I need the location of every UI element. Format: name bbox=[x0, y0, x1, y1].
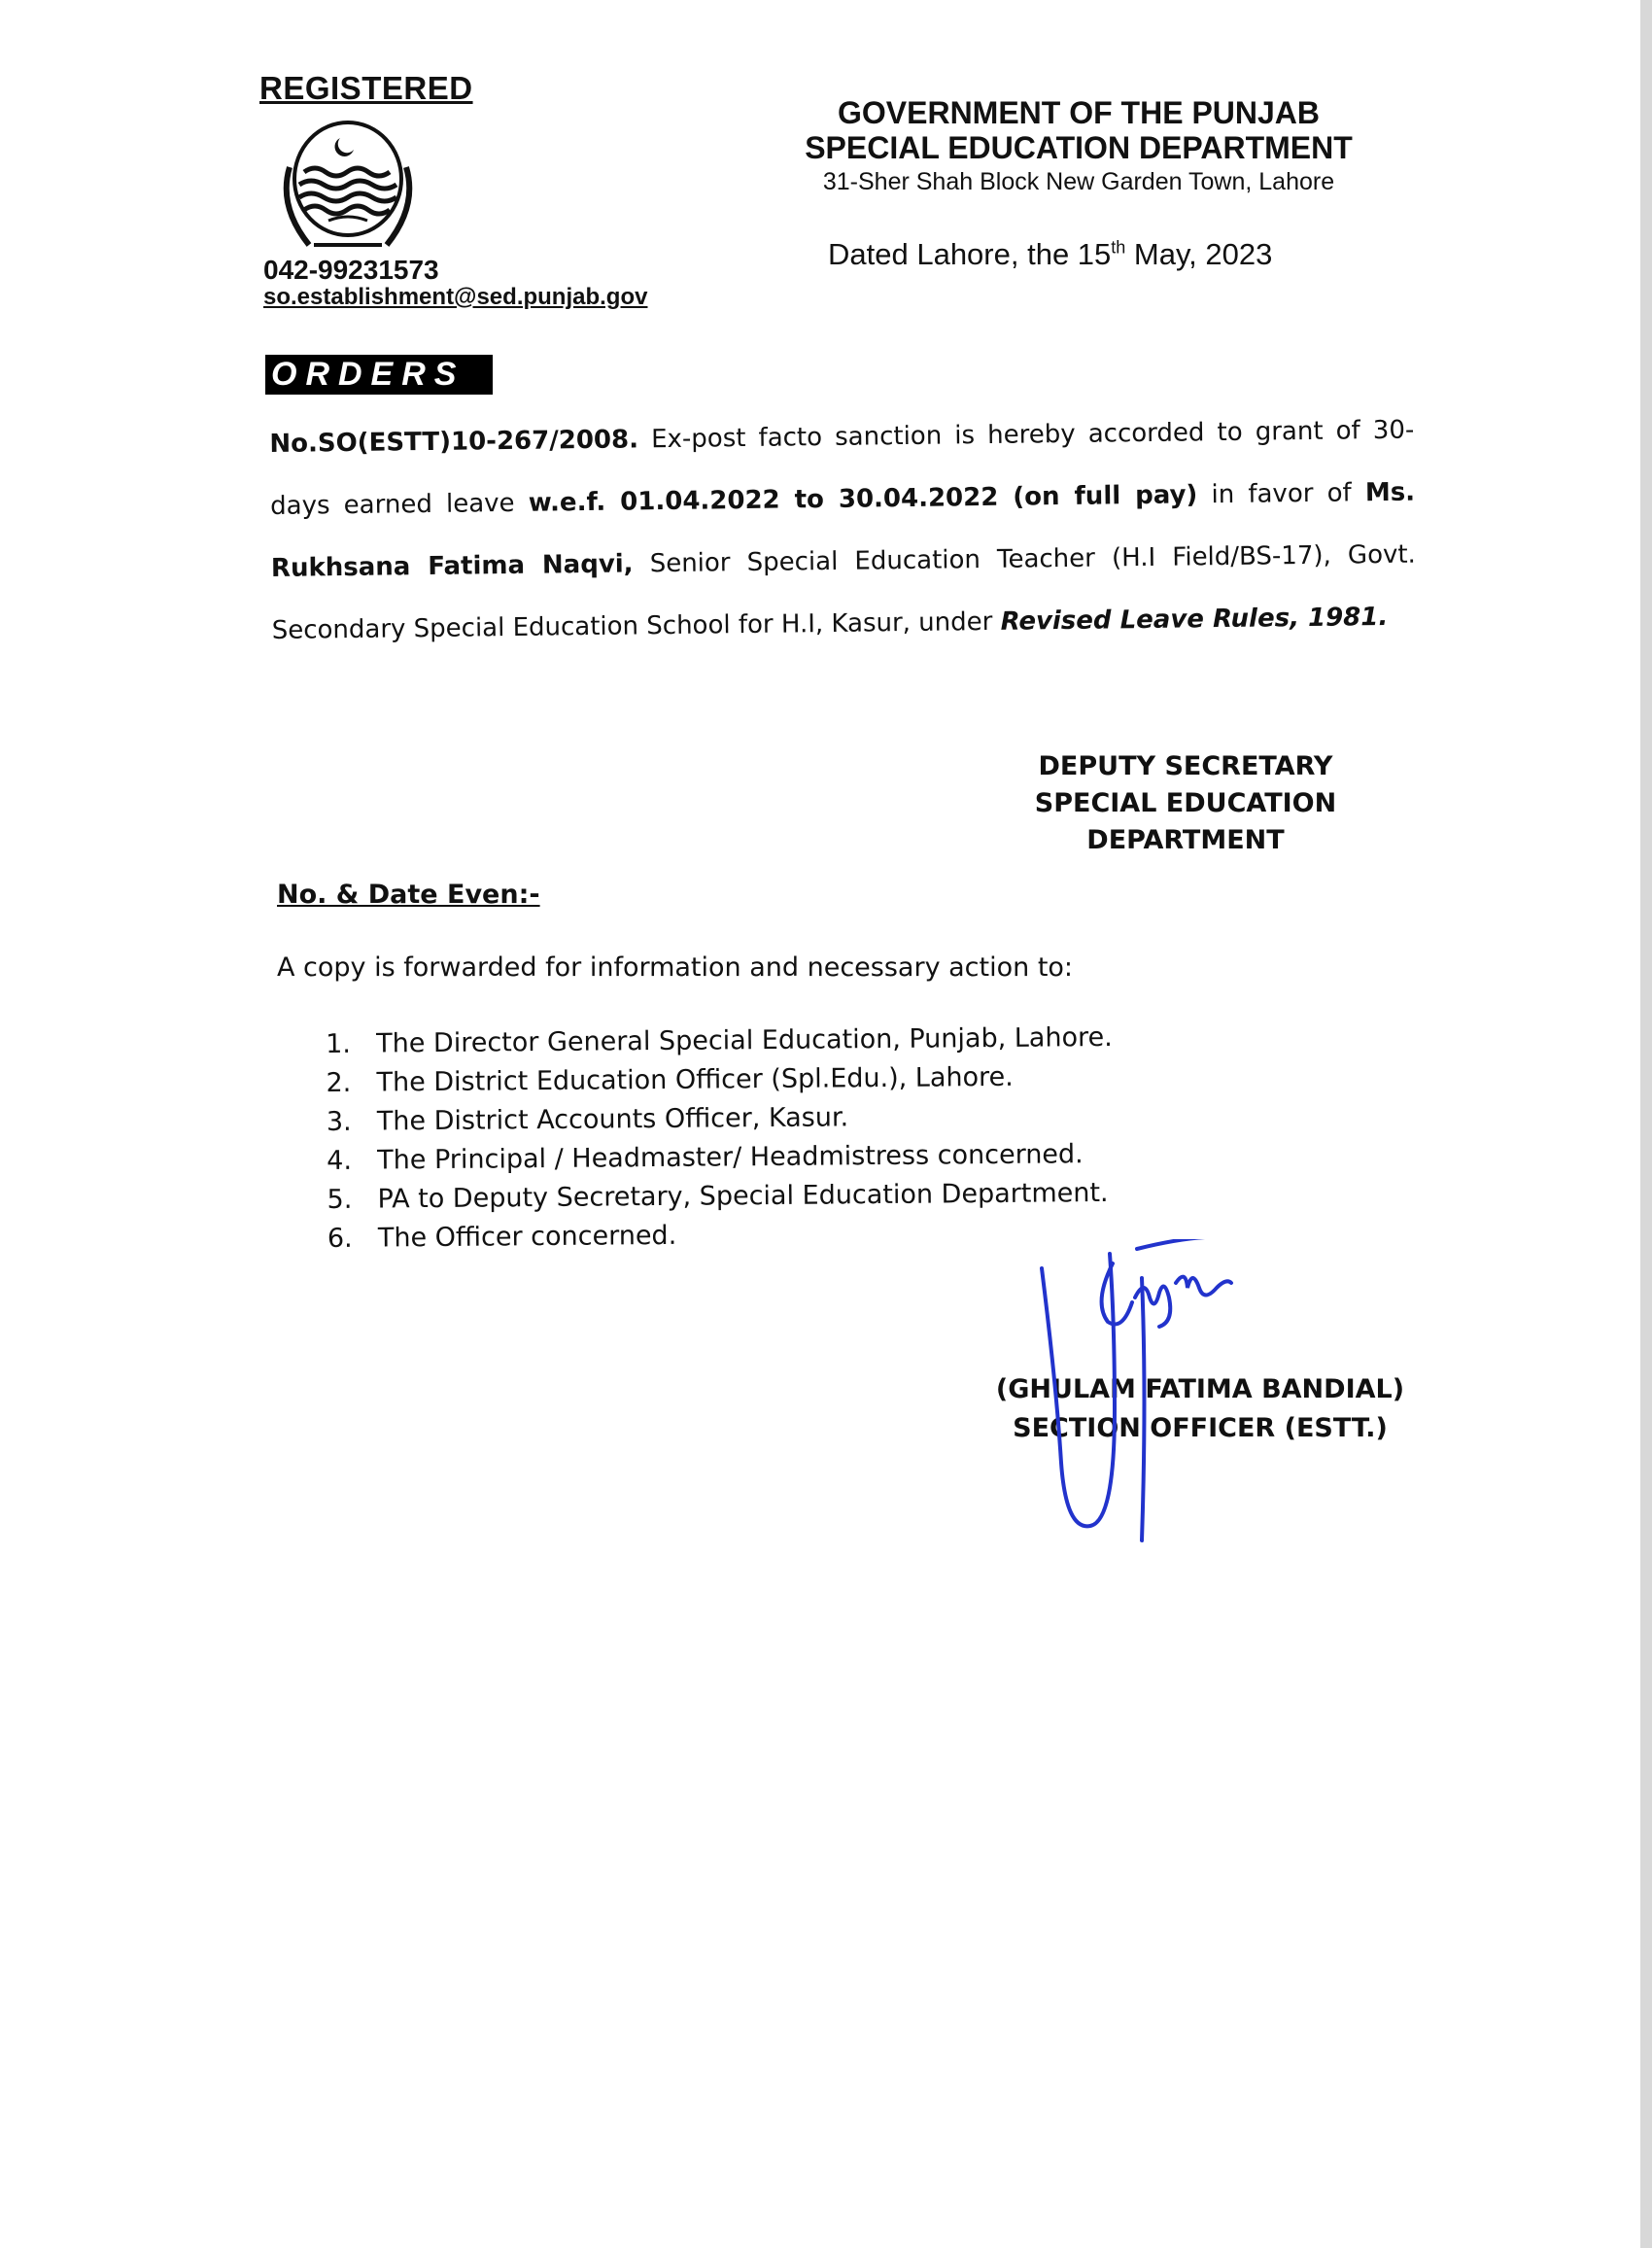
list-item bbox=[327, 1213, 1115, 1259]
item-text: PA to Deputy Secretary, Special Education Department. bbox=[377, 1177, 1109, 1215]
department-address: 31-Sher Shah Block New Garden Town, Lahore bbox=[822, 168, 1335, 195]
list-item bbox=[327, 1174, 1114, 1220]
phone-number: 042-99231573 bbox=[263, 255, 439, 285]
item-number: 4. bbox=[327, 1145, 353, 1176]
item-text: The Director General Special Education, Punjab, Lahore. bbox=[376, 1021, 1113, 1059]
order-text-3: Senior Special Education Teacher (H.I Field/BS-17), Govt. Secondary Special Education School for H.I, Kasur, under bbox=[271, 539, 1417, 645]
item-number: 5. bbox=[327, 1184, 353, 1215]
registered-label: REGISTERED bbox=[259, 70, 473, 106]
no-date-even-heading: No. & Date Even:- bbox=[277, 880, 540, 910]
deputy-secretary-block bbox=[1001, 748, 1370, 859]
item-number: 3. bbox=[326, 1106, 352, 1137]
date-suffix-sup: th bbox=[1111, 237, 1126, 258]
order-text-2: in favor of bbox=[1197, 478, 1366, 510]
copy-forward-intro: A copy is forwarded for information and necessary action to: bbox=[277, 952, 1074, 983]
department-title: SPECIAL EDUCATION DEPARTMENT bbox=[805, 130, 1353, 165]
officer-name: (GHULAM FATIMA BANDIAL) bbox=[995, 1374, 1405, 1404]
list-item bbox=[327, 1096, 1114, 1142]
punjab-emblem-icon bbox=[270, 119, 426, 259]
item-number: 6. bbox=[327, 1223, 353, 1254]
employee-name: Ms. Rukhsana Fatima Naqvi, bbox=[270, 477, 1416, 583]
date-rest: May, 2023 bbox=[1125, 237, 1273, 271]
order-paragraph bbox=[269, 399, 1417, 662]
item-text: The Officer concerned. bbox=[377, 1220, 677, 1254]
scan-edge bbox=[1640, 0, 1652, 2248]
government-title: GOVERNMENT OF THE PUNJAB bbox=[837, 95, 1321, 130]
list-item bbox=[326, 1057, 1113, 1103]
signatory-line-1: DEPUTY SECRETARY bbox=[1038, 751, 1333, 781]
date-prefix: Dated Lahore, the 15 bbox=[828, 237, 1112, 271]
order-number: No.SO(ESTT)10-267/2008. bbox=[269, 425, 639, 459]
list-item bbox=[326, 1019, 1113, 1064]
distribution-list bbox=[326, 1019, 1115, 1259]
signatory-line-2: SPECIAL EDUCATION bbox=[1034, 788, 1337, 818]
item-text: The District Education Officer (Spl.Edu.), Lahore. bbox=[376, 1061, 1014, 1098]
item-number: 2. bbox=[326, 1067, 352, 1098]
officer-title: SECTION OFFICER (ESTT.) bbox=[1013, 1413, 1388, 1443]
leave-period: w.e.f. 01.04.2022 to 30.04.2022 (on full pay) bbox=[528, 480, 1198, 518]
date-line bbox=[828, 237, 1272, 272]
orders-heading: ORDERS bbox=[265, 355, 493, 395]
item-number: 1. bbox=[326, 1028, 352, 1059]
handwritten-signature bbox=[1020, 1239, 1312, 1550]
email-address: so.establishment@sed.punjab.gov bbox=[263, 284, 648, 310]
leave-rules: Revised Leave Rules, 1981. bbox=[1000, 602, 1389, 637]
signatory-line-3: DEPARTMENT bbox=[1086, 825, 1285, 855]
list-item bbox=[327, 1135, 1114, 1181]
item-text: The Principal / Headmaster/ Headmistress concerned. bbox=[377, 1139, 1084, 1176]
item-text: The District Accounts Officer, Kasur. bbox=[376, 1102, 849, 1137]
order-text-1: Ex-post facto sanction is hereby accorded to grant of 30-days earned leave bbox=[269, 415, 1415, 521]
